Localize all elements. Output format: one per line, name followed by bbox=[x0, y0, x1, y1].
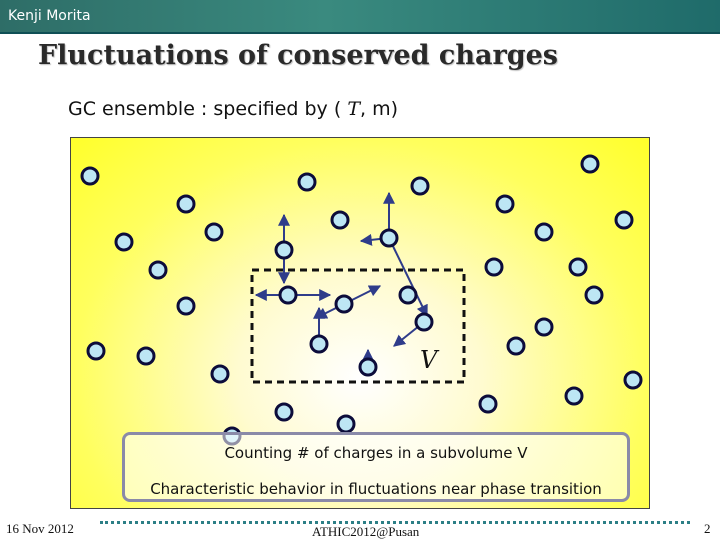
particle bbox=[566, 388, 582, 404]
footer-date: 16 Nov 2012 bbox=[6, 521, 74, 536]
particle bbox=[508, 338, 524, 354]
particle bbox=[536, 224, 552, 240]
particle bbox=[416, 314, 432, 330]
particle bbox=[582, 156, 598, 172]
slide-title: Fluctuations of conserved charges bbox=[38, 40, 558, 71]
particle bbox=[336, 296, 352, 312]
subtitle-prefix: GC ensemble : specified by ( bbox=[68, 98, 342, 120]
particle bbox=[178, 298, 194, 314]
particle bbox=[82, 168, 98, 184]
particle bbox=[280, 287, 296, 303]
particle bbox=[332, 212, 348, 228]
subtitle-suffix: , m) bbox=[360, 98, 398, 120]
subtitle-temperature: T bbox=[347, 98, 360, 120]
subvolume-label: V bbox=[420, 346, 438, 374]
particle bbox=[212, 366, 228, 382]
particle bbox=[360, 359, 376, 375]
particle bbox=[88, 343, 104, 359]
particle bbox=[178, 196, 194, 212]
footer-event: ATHIC2012@Pusan bbox=[312, 524, 420, 539]
particle bbox=[138, 348, 154, 364]
particle bbox=[276, 242, 292, 258]
author-label: Kenji Morita bbox=[8, 8, 91, 24]
particle bbox=[311, 336, 327, 352]
particle bbox=[586, 287, 602, 303]
page-number: 2 bbox=[704, 521, 711, 536]
particle bbox=[150, 262, 166, 278]
particle bbox=[299, 174, 315, 190]
particle bbox=[400, 287, 416, 303]
particles bbox=[82, 156, 641, 444]
particle bbox=[616, 212, 632, 228]
particle bbox=[625, 372, 641, 388]
particle bbox=[480, 396, 496, 412]
caption-line-2: Characteristic behavior in fluctuations near phase transition bbox=[150, 480, 602, 498]
particle bbox=[381, 230, 397, 246]
particle bbox=[570, 259, 586, 275]
particle bbox=[536, 319, 552, 335]
particle bbox=[497, 196, 513, 212]
particle bbox=[116, 234, 132, 250]
particle bbox=[276, 404, 292, 420]
caption-line-1: Counting # of charges in a subvolume V bbox=[224, 444, 528, 462]
particle bbox=[412, 178, 428, 194]
particle bbox=[338, 416, 354, 432]
particle bbox=[486, 259, 502, 275]
particle bbox=[206, 224, 222, 240]
